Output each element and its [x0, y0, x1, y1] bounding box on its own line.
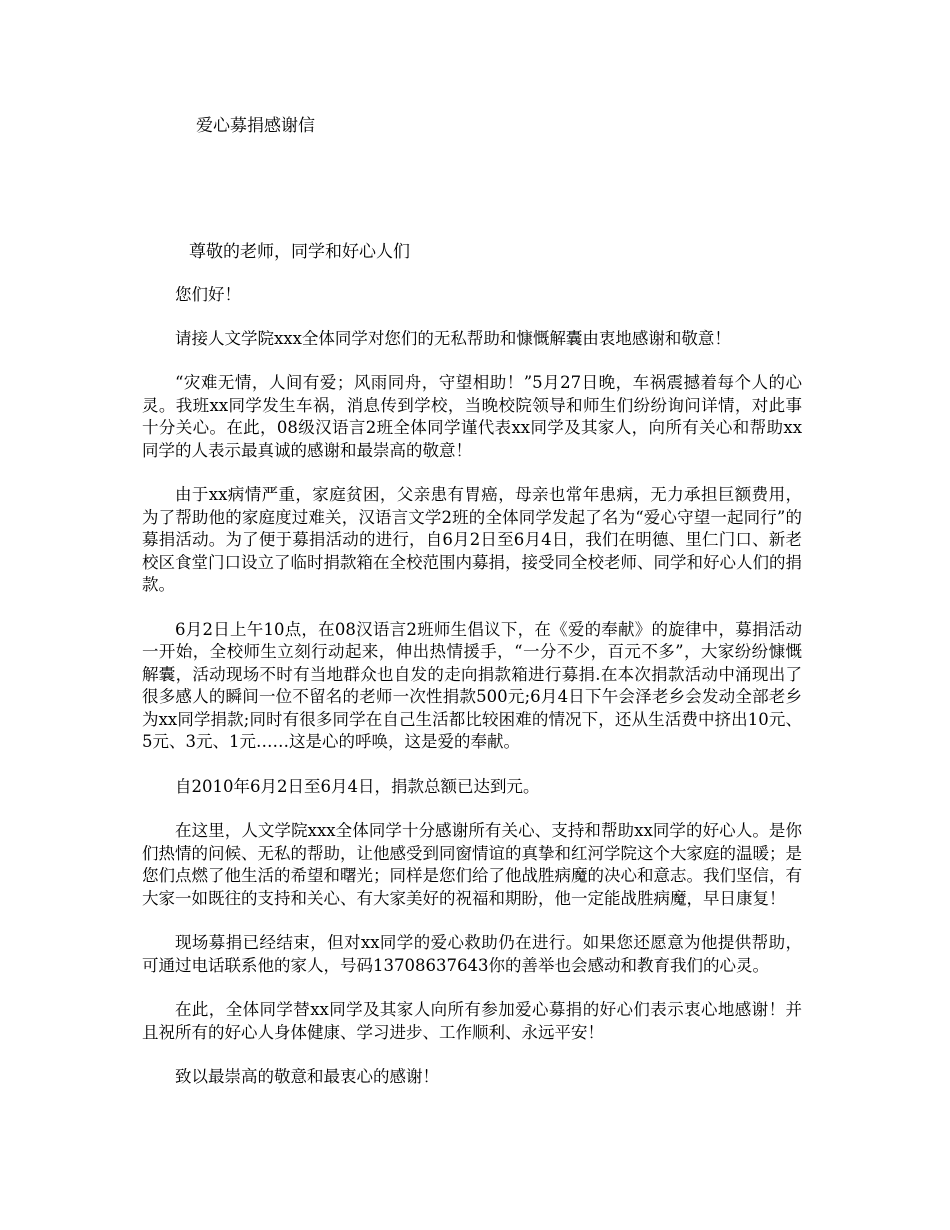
document-title: 爱心募捐感谢信	[196, 116, 315, 136]
paragraph-wishes: 在此，全体同学替xx同学及其家人向所有参加爱心募捐的好心们表示衷心地感谢！并且祝所有的好心人身体健康、学习进步、工作顺利、永远平安！	[142, 1000, 802, 1042]
paragraph-accident: “灾难无情，人间有爱；风雨同舟，守望相助！”5月27日晚，车祸震撼着每个人的心灵。我班xx同学发生车祸，消息传到学校，当晚校院领导和师生们纷纷询问详情，对此事十分关心。在此，08级汉语言2班全体同学谨代表xx同学及其家人，向所有关心和帮助xx同学的人表示最真诚的感谢和最崇高的敬意！	[142, 373, 802, 460]
paragraph-total: 自2010年6月2日至6月4日，捐款总额已达到元。	[175, 776, 540, 796]
paragraph-contact: 现场募捐已经结束，但对xx同学的爱心救助仍在进行。如果您还愿意为他提供帮助，可通过电话联系他的家人，号码13708637643你的善举也会感动和教育我们的心灵。	[142, 933, 802, 975]
paragraph-fundraising-launch: 由于xx病情严重，家庭贫困，父亲患有胃癌，母亲也常年患病，无力承担巨额费用，为了帮助他的家庭度过难关，汉语言文学2班的全体同学发起了名为“爱心守望一起同行”的募捐活动。为了便于募捐活动的进行，自6月2日至6月4日，我们在明德、里仁门口、新老校区食堂门口设立了临时捐款箱在全校范围内募捐，接受同全校老师、同学和好心人们的捐款。	[142, 485, 802, 594]
salutation: 尊敬的老师，同学和好心人们	[189, 242, 410, 262]
paragraph-gratitude: 在这里，人文学院xxx全体同学十分感谢所有关心、支持和帮助xx同学的好心人。是你们热情的问候、无私的帮助，让他感受到同窗情谊的真挚和红河学院这个大家庭的温暖；是您们点燃了他生活的希望和曙光；同样是您们给了他战胜病魔的决心和意志。我们坚信，有大家一如既往的支持和关心、有大家美好的祝福和期盼，他一定能战胜病魔，早日康复！	[142, 821, 802, 908]
letter-body	[142, 284, 802, 1111]
paragraph-thanks: 请接人文学院xxx全体同学对您们的无私帮助和慷慨解囊由衷地感谢和敬意！	[175, 328, 731, 348]
greeting: 您们好！	[175, 285, 241, 304]
paragraph-closing: 致以最崇高的敬意和最衷心的感谢！	[175, 1067, 439, 1086]
paragraph-event-details: 6月2日上午10点，在08汉语言2班师生倡议下，在《爱的奉献》的旋律中，募捐活动一开始，全校师生立刻行动起来，伸出热情援手，“一分不少，百元不多”，大家纷纷慷慨解囊，活动现场不时有当地群众也自发的走向捐款箱进行募捐.在本次捐款活动中涌现出了很多感人的瞬间一位不留名的老师一次性捐款500元;6月4日下午会泽老乡会发动全部老乡为xx同学捐款;同时有很多同学在自己生活都比较困难的情况下，还从生活费中挤出10元、5元、3元、1元……这是心的呼唤，这是爱的奉献。	[142, 619, 802, 751]
